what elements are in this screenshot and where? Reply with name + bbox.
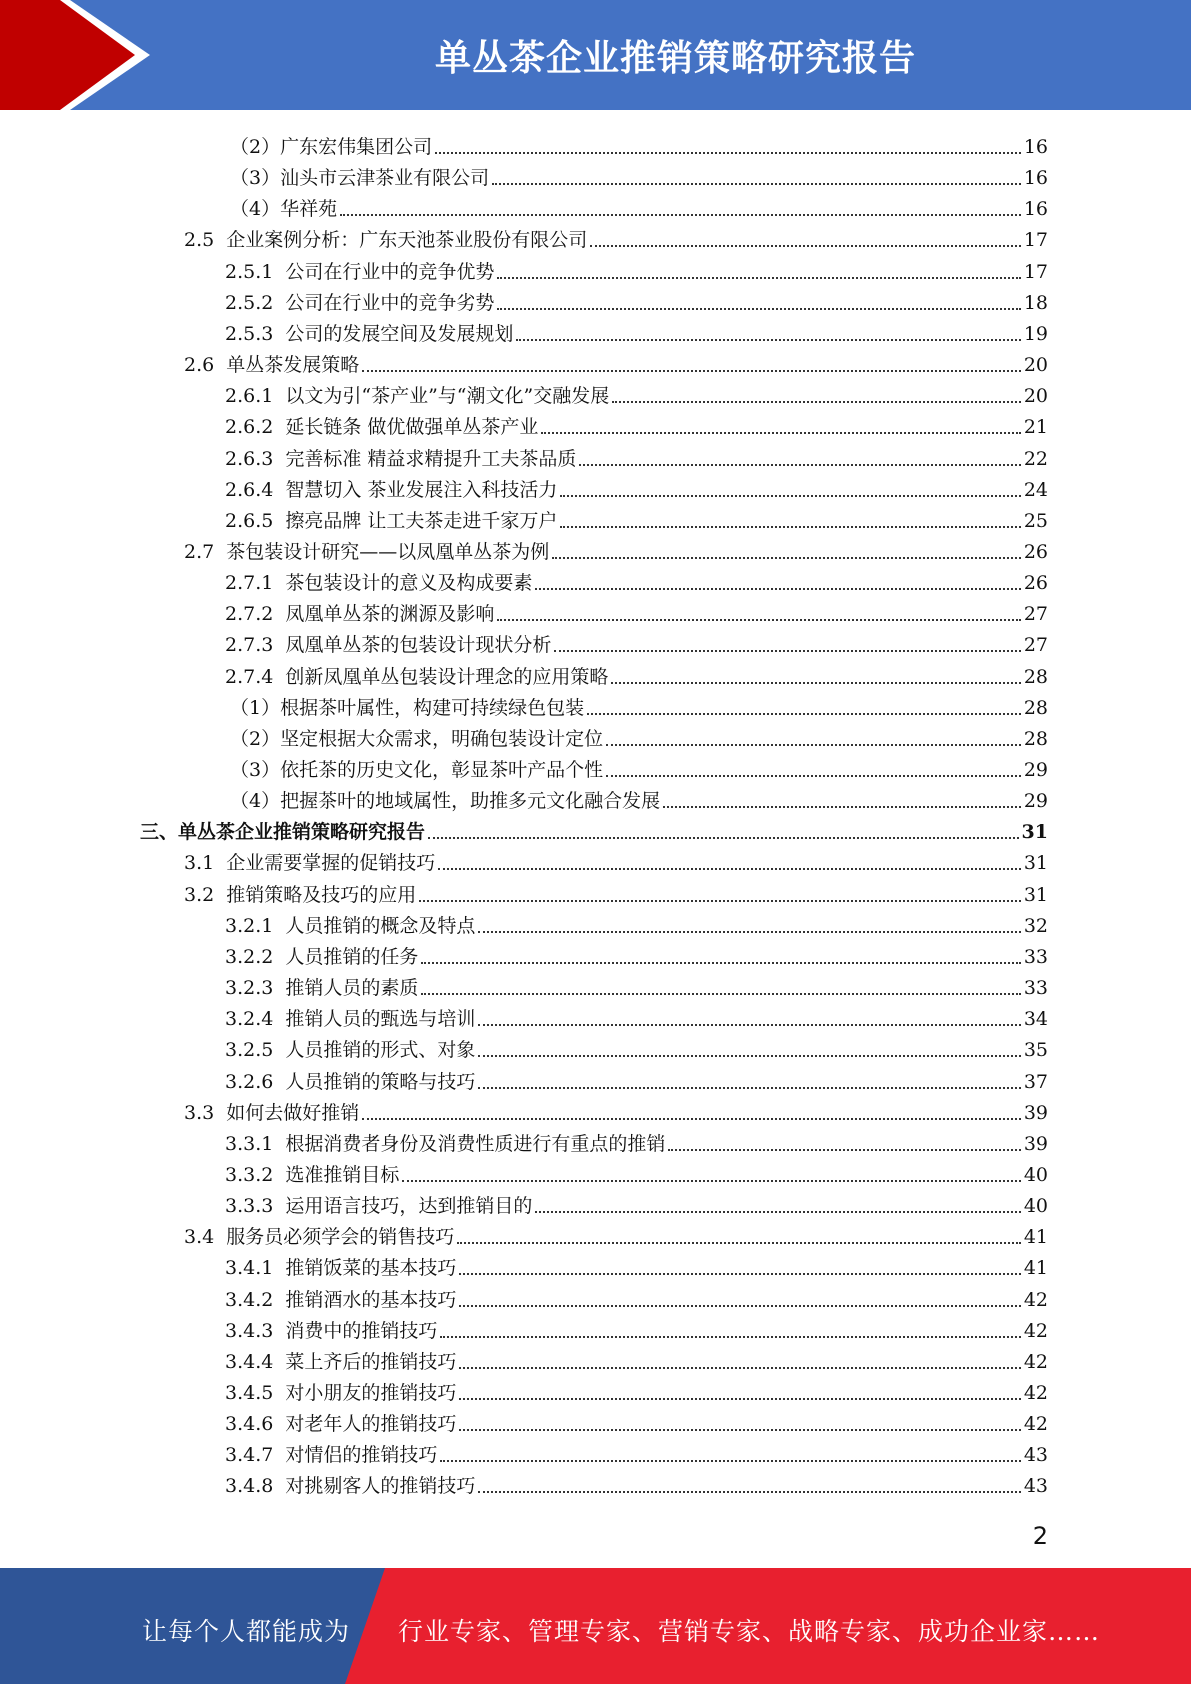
toc-leader-dots: [612, 401, 1021, 403]
toc-leader-dots: [478, 1055, 1020, 1057]
toc-entry-page: 16: [1023, 167, 1048, 190]
toc-leader-dots: [497, 308, 1020, 310]
toc-entry-number: 2.7.4: [225, 665, 274, 688]
toc-entry-title: 人员推销的形式、对象: [285, 1039, 476, 1062]
toc-leader-dots: [579, 464, 1020, 466]
toc-entry-number: 2.6.5: [225, 509, 274, 532]
toc-entry[interactable]: [184, 533, 1048, 564]
toc-entry[interactable]: [225, 907, 1048, 938]
toc-entry[interactable]: [230, 159, 1048, 190]
toc-leader-dots: [587, 713, 1021, 715]
toc-leader-dots: [590, 245, 1021, 247]
toc-entry-title: （3）汕头市云津茶业有限公司: [230, 167, 490, 190]
toc-entry-number: 3.4.6: [225, 1413, 274, 1436]
toc-leader-dots: [478, 1024, 1020, 1026]
toc-entry-page: 18: [1023, 291, 1048, 314]
toc-entry[interactable]: [184, 1218, 1048, 1249]
toc-entry-page: 25: [1023, 509, 1048, 532]
toc-entry-page: 20: [1023, 385, 1048, 408]
toc-leader-dots: [478, 1491, 1020, 1493]
toc-entry[interactable]: [225, 1467, 1048, 1498]
toc-leader-dots: [459, 1398, 1020, 1400]
toc-entry-number: 3.2.5: [225, 1039, 274, 1062]
toc-entry-page: 37: [1023, 1070, 1048, 1093]
toc-leader-dots: [606, 744, 1021, 746]
toc-entry[interactable]: [225, 595, 1048, 626]
toc-entry-number: 3.2.4: [225, 1008, 274, 1031]
toc-entry-number: 2.6.2: [225, 416, 274, 439]
page-footer: [0, 1568, 1191, 1684]
toc-entry[interactable]: [230, 689, 1048, 720]
toc-entry[interactable]: [225, 564, 1048, 595]
toc-entry[interactable]: [225, 626, 1048, 657]
toc-entry-number: 3.2.2: [225, 945, 274, 968]
toc-entry-title: 根据消费者身份及消费性质进行有重点的推销: [285, 1132, 666, 1155]
toc-entry-title: 单丛茶发展策略: [226, 354, 360, 377]
toc-entry-number: 3.1: [184, 852, 215, 875]
toc-entry-number: 3.3.1: [225, 1132, 274, 1155]
toc-entry[interactable]: [225, 1000, 1048, 1031]
toc-entry-page: 39: [1023, 1132, 1048, 1155]
toc-entry[interactable]: [225, 1031, 1048, 1062]
toc-leader-dots: [552, 557, 1021, 559]
toc-entry-page: 42: [1023, 1288, 1048, 1311]
header-title: 单丛茶企业推销策略研究报告: [434, 38, 916, 79]
toc-leader-dots: [606, 775, 1021, 777]
toc-entry-page: 34: [1023, 1008, 1048, 1031]
toc-entry-number: 3.4.1: [225, 1257, 274, 1280]
toc-entry-title: 如何去做好推销: [226, 1101, 360, 1124]
toc-entry-number: 3.4.4: [225, 1350, 274, 1373]
toc-entry[interactable]: [225, 1343, 1048, 1374]
toc-entry-page: 42: [1023, 1413, 1048, 1436]
toc-leader-dots: [362, 1118, 1021, 1120]
toc-leader-dots: [459, 1305, 1020, 1307]
toc-entry[interactable]: [225, 1312, 1048, 1343]
toc-entry-title: 茶包装设计的意义及构成要素: [285, 572, 533, 595]
toc-entry-title: 对情侣的推销技巧: [285, 1444, 438, 1467]
toc-entry-number: 2.5: [184, 229, 215, 252]
toc-entry-number: 3.3: [184, 1101, 215, 1124]
toc-leader-dots: [421, 962, 1020, 964]
toc-leader-dots: [421, 993, 1020, 995]
page-header: [0, 0, 1191, 110]
toc-leader-dots: [459, 1429, 1020, 1431]
toc-entry-number: 2.7.1: [225, 572, 274, 595]
toc-entry-number: 3.4: [184, 1226, 215, 1249]
toc-entry-number: 3.4.2: [225, 1288, 274, 1311]
toc-entry-title: 推销人员的素质: [285, 977, 419, 1000]
toc-entry-page: 26: [1023, 572, 1048, 595]
toc-entry-page: 16: [1023, 136, 1048, 158]
toc-leader-dots: [435, 152, 1021, 154]
toc-entry-page: 33: [1023, 945, 1048, 968]
toc-entry-page: 27: [1023, 634, 1048, 657]
toc-entry[interactable]: [225, 1249, 1048, 1280]
toc-leader-dots: [560, 495, 1020, 497]
toc-entry-number: 3.2: [184, 883, 215, 906]
toc-leader-dots: [440, 1460, 1020, 1462]
toc-entry-page: 20: [1023, 354, 1048, 377]
toc-leader-dots: [362, 370, 1021, 372]
toc-leader-dots: [459, 1367, 1020, 1369]
toc-entry[interactable]: [225, 1405, 1048, 1436]
toc-entry-title: （2）广东宏伟集团公司: [230, 136, 433, 158]
toc-entry-title: （3）依托茶的历史文化，彰显茶叶产品个性: [230, 759, 604, 781]
toc-leader-dots: [459, 1273, 1020, 1275]
toc-entry-number: 3.3.3: [225, 1195, 274, 1218]
toc-leader-dots: [478, 931, 1020, 933]
toc-entry[interactable]: [225, 1374, 1048, 1405]
toc-entry-title: 延长链条 做优做强单丛茶产业: [285, 416, 539, 439]
toc-entry-title: 公司在行业中的竞争优势: [285, 260, 495, 283]
toc-entry-number: 3.3.2: [225, 1163, 274, 1186]
toc-entry-number: 3.4.8: [225, 1475, 274, 1498]
toc-entry-page: 41: [1023, 1257, 1048, 1280]
toc-entry[interactable]: [140, 813, 1048, 844]
toc-entry-page: 31: [1021, 821, 1048, 844]
toc-leader-dots: [560, 526, 1020, 528]
toc-entry-title: （2）坚定根据大众需求，明确包装设计定位: [230, 727, 604, 750]
toc-entry[interactable]: [225, 938, 1048, 969]
toc-entry-number: 2.7: [184, 540, 215, 563]
toc-entry[interactable]: [225, 315, 1048, 346]
toc-leader-dots: [492, 183, 1021, 185]
toc-entry-title: 完善标准 精益求精提升工夫茶品质: [285, 447, 577, 470]
toc-entry-page: 41: [1023, 1226, 1048, 1249]
toc-entry-number: 2.5.3: [225, 322, 274, 345]
toc-entry-page: 40: [1023, 1163, 1048, 1186]
toc-entry-page: 40: [1023, 1195, 1048, 1218]
toc-entry-number: 2.7.3: [225, 634, 274, 657]
toc-entry[interactable]: [225, 1281, 1048, 1312]
toc-entry[interactable]: [184, 346, 1048, 377]
toc-entry-page: 17: [1023, 229, 1048, 252]
toc-entry-title: 企业案例分析：广东天池茶业股份有限公司: [226, 229, 588, 252]
toc-leader-dots: [402, 1180, 1020, 1182]
toc-entry-page: 42: [1023, 1382, 1048, 1404]
toc-entry-title: 对小朋友的推销技巧: [285, 1382, 457, 1404]
toc-entry[interactable]: [230, 751, 1048, 782]
toc-leader-dots: [438, 868, 1021, 870]
toc-entry[interactable]: [184, 1094, 1048, 1125]
footer-slogan-left: 让每个人都能成为: [142, 1617, 351, 1646]
toc-entry[interactable]: [225, 471, 1048, 502]
toc-entry-page: 31: [1023, 883, 1048, 906]
toc-entry-number: 2.5.2: [225, 291, 274, 314]
toc-leader-dots: [478, 1087, 1020, 1089]
toc-entry-title: 消费中的推销技巧: [285, 1319, 438, 1342]
toc-entry-title: （4）华祥苑: [230, 198, 338, 221]
toc-entry[interactable]: [230, 782, 1048, 813]
toc-entry-page: 19: [1023, 322, 1048, 345]
toc-entry[interactable]: [225, 408, 1048, 439]
toc-entry-title: 人员推销的任务: [285, 945, 419, 968]
toc-entry[interactable]: [225, 440, 1048, 471]
toc-entry-number: 2.5.1: [225, 260, 274, 283]
toc-entry[interactable]: [225, 1187, 1048, 1218]
toc-entry-title: 人员推销的概念及特点: [285, 914, 476, 937]
toc-entry-title: 推销饭菜的基本技巧: [285, 1257, 457, 1280]
toc-entry[interactable]: [225, 1125, 1048, 1156]
toc-leader-dots: [497, 619, 1020, 621]
toc-entry[interactable]: [184, 876, 1048, 907]
toc-entry[interactable]: [230, 128, 1048, 159]
toc-entry-page: 28: [1023, 696, 1048, 719]
toc-entry-title: 创新凤凰单丛包装设计理念的应用策略: [285, 665, 609, 688]
toc-entry[interactable]: [225, 377, 1048, 408]
toc-leader-dots: [516, 339, 1020, 341]
toc-entry-page: 27: [1023, 603, 1048, 626]
toc-entry[interactable]: [225, 969, 1048, 1000]
toc-entry[interactable]: [230, 190, 1048, 221]
toc-entry-number: 3.4.5: [225, 1382, 274, 1404]
toc-entry-title: 公司在行业中的竞争劣势: [285, 291, 495, 314]
toc-entry-page: 28: [1023, 727, 1048, 750]
toc-entry-title: （1）根据茶叶属性，构建可持续绿色包装: [230, 696, 585, 719]
page-number: 2: [1032, 1522, 1048, 1550]
toc-entry-page: 28: [1023, 665, 1048, 688]
toc-entry-page: 22: [1023, 447, 1048, 470]
toc-leader-dots: [668, 1149, 1020, 1151]
toc-entry-page: 21: [1023, 416, 1048, 439]
toc-entry-number: 2.6.4: [225, 478, 274, 501]
toc-entry-title: 凤凰单丛茶的包装设计现状分析: [285, 634, 552, 657]
toc-leader-dots: [428, 837, 1019, 839]
toc-entry-page: 42: [1023, 1319, 1048, 1342]
toc-entry-page: 32: [1023, 914, 1048, 937]
toc-entry[interactable]: [225, 284, 1048, 315]
toc-entry[interactable]: [225, 658, 1048, 689]
toc-entry-title: 企业需要掌握的促销技巧: [226, 852, 436, 875]
toc-entry[interactable]: [225, 253, 1048, 284]
toc-entry-title: 擦亮品牌 让工夫茶走进千家万户: [285, 509, 558, 532]
toc-entry[interactable]: [184, 844, 1048, 875]
toc-leader-dots: [419, 900, 1021, 902]
toc-entry[interactable]: [225, 502, 1048, 533]
toc-entry-title: 推销酒水的基本技巧: [285, 1288, 457, 1311]
toc-entry-number: 2.6: [184, 354, 215, 377]
toc-entry-title: 凤凰单丛茶的渊源及影响: [285, 603, 495, 626]
toc-entry-title: 推销人员的甄选与培训: [285, 1008, 476, 1031]
toc-leader-dots: [541, 432, 1020, 434]
toc-entry-title: 智慧切入 茶业发展注入科技活力: [285, 478, 558, 501]
toc-entry-page: 43: [1023, 1444, 1048, 1467]
toc-entry-title: 推销策略及技巧的应用: [226, 883, 417, 906]
toc-entry-number: 3.4.7: [225, 1444, 274, 1467]
toc-entry[interactable]: [230, 720, 1048, 751]
toc-entry-number: 3.2.3: [225, 977, 274, 1000]
toc-entry-page: 26: [1023, 540, 1048, 563]
toc-entry-page: 29: [1023, 790, 1048, 813]
toc-entry-title: 菜上齐后的推销技巧: [285, 1350, 457, 1373]
toc-entry-page: 24: [1023, 478, 1048, 501]
toc-entry-number: 3.2.1: [225, 914, 274, 937]
toc-entry-title: 对挑剔客人的推销技巧: [285, 1475, 476, 1498]
toc-entry-title: 人员推销的策略与技巧: [285, 1070, 476, 1093]
toc-entry-page: 16: [1023, 198, 1048, 221]
toc-leader-dots: [554, 650, 1020, 652]
toc-entry-page: 35: [1023, 1039, 1048, 1062]
toc-entry-title: 服务员必须学会的销售技巧: [226, 1226, 455, 1249]
toc-entry-number: 3.4.3: [225, 1319, 274, 1342]
toc-leader-dots: [535, 588, 1020, 590]
toc-entry[interactable]: [184, 221, 1048, 252]
toc-entry-number: 2.6.1: [225, 385, 274, 408]
toc-leader-dots: [535, 1211, 1020, 1213]
toc-entry-page: 39: [1023, 1101, 1048, 1124]
toc-entry-number: 2.7.2: [225, 603, 274, 626]
toc-entry-title: 选准推销目标: [285, 1163, 400, 1186]
toc-entry-title: （4）把握茶叶的地域属性，助推多元文化融合发展: [230, 790, 661, 813]
toc-entry-number: 3.2.6: [225, 1070, 274, 1093]
toc-leader-dots: [497, 277, 1020, 279]
toc-entry-page: 31: [1023, 852, 1048, 875]
toc-leader-dots: [663, 806, 1021, 808]
toc-entry-title: 以文为引“茶产业”与“潮文化”交融发展: [285, 385, 610, 408]
toc-entry-page: 42: [1023, 1350, 1048, 1373]
toc-entry-page: 29: [1023, 759, 1048, 781]
toc-entry-title: 三、单丛茶企业推销策略研究报告: [140, 821, 426, 844]
toc-leader-dots: [457, 1242, 1021, 1244]
toc-entry-page: 43: [1023, 1475, 1048, 1498]
toc-entry[interactable]: [225, 1156, 1048, 1187]
toc-entry-title: 对老年人的推销技巧: [285, 1413, 457, 1436]
toc-entry-page: 33: [1023, 977, 1048, 1000]
toc-entry[interactable]: [225, 1436, 1048, 1467]
toc-entry-page: 17: [1023, 260, 1048, 283]
toc-entry-title: 运用语言技巧，达到推销目的: [285, 1195, 533, 1218]
toc-leader-dots: [611, 682, 1020, 684]
footer-slogan-right: 行业专家、管理专家、营销专家、战略专家、成功企业家……: [398, 1617, 1101, 1646]
toc-leader-dots: [340, 214, 1021, 216]
toc-entry[interactable]: [225, 1063, 1048, 1094]
toc-entry-title: 茶包装设计研究——以凤凰单丛茶为例: [226, 540, 550, 563]
toc-entry-number: 2.6.3: [225, 447, 274, 470]
toc-leader-dots: [440, 1336, 1020, 1338]
toc-entry-title: 公司的发展空间及发展规划: [285, 322, 514, 345]
